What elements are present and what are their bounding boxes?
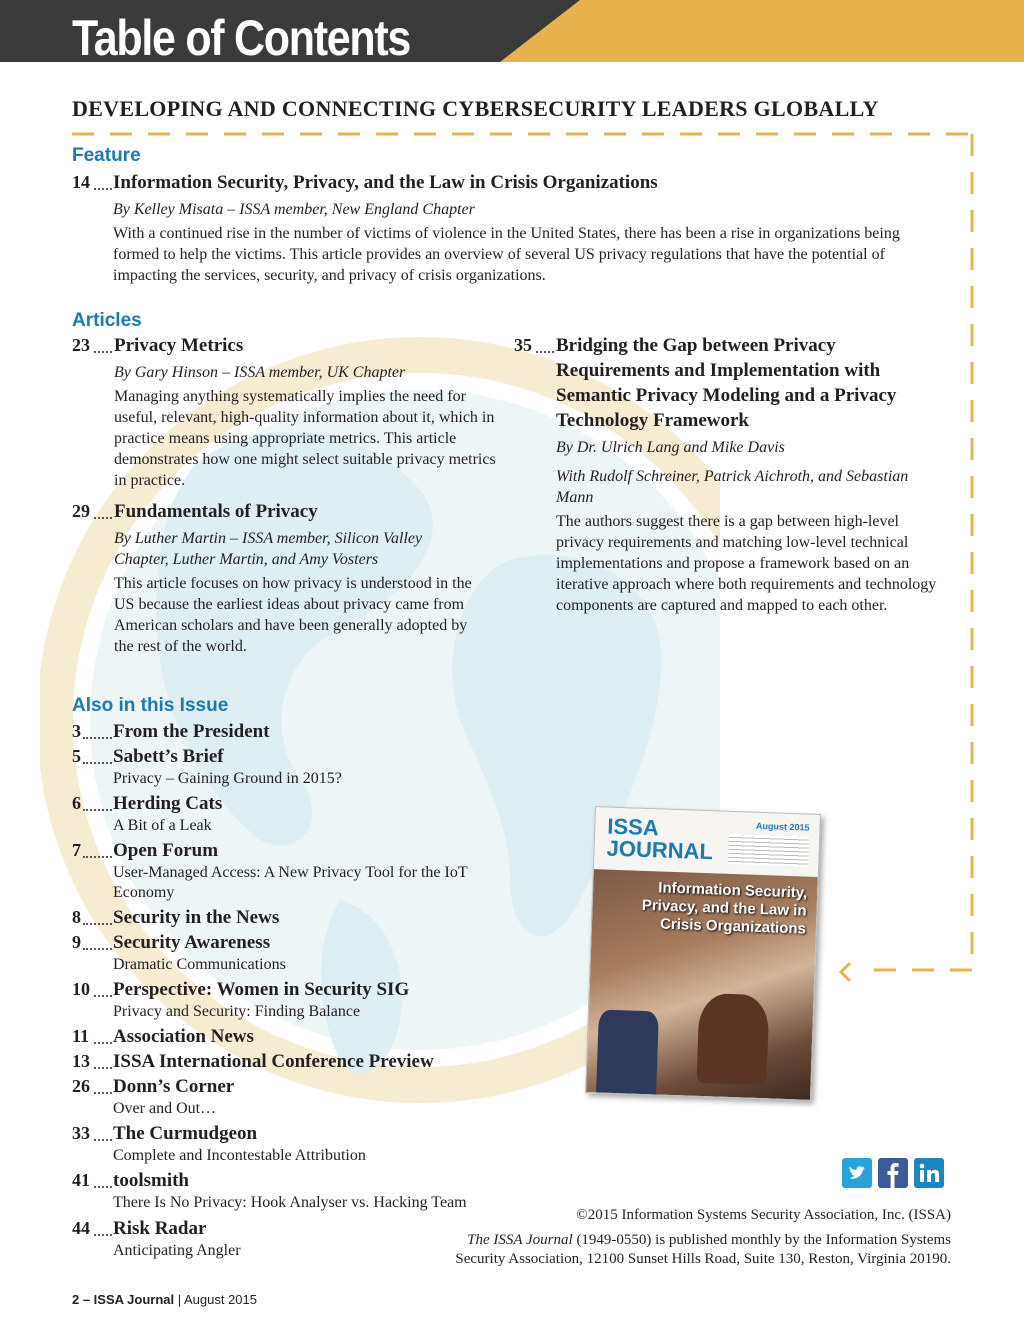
list-item-subtitle: Complete and Incontestable Attribution bbox=[113, 1147, 366, 1164]
header-banner-gold bbox=[500, 0, 1024, 62]
article-title[interactable]: Privacy Metrics bbox=[114, 335, 244, 356]
list-item-title[interactable]: Security in the News bbox=[113, 907, 280, 928]
page-title: Table of Contents bbox=[72, 10, 410, 66]
page-number: 10 bbox=[72, 979, 90, 999]
cover-masthead bbox=[594, 807, 820, 877]
leader-dots bbox=[83, 737, 112, 739]
list-item-subtitle: Over and Out… bbox=[113, 1100, 217, 1117]
article-byline: By Dr. Ulrich Lang and Mike Davis bbox=[556, 439, 785, 456]
leader-dots bbox=[94, 1139, 112, 1141]
article-summary: The authors suggest there is a gap between high-level privacy requirements and matching low-level technical implementations and propose a framework based on an iterative approach where both requirements and technology components are captured and mapped to each other. bbox=[556, 513, 937, 614]
section-heading-also: Also in this Issue bbox=[72, 695, 229, 716]
list-item-title[interactable]: Donn’s Corner bbox=[113, 1076, 235, 1097]
list-item-subtitle: User-Managed Access: A New Privacy Tool for the IoT bbox=[113, 864, 468, 881]
leader-dots bbox=[94, 188, 112, 190]
leader-dots bbox=[94, 517, 112, 519]
article-title[interactable]: Fundamentals of Privacy bbox=[114, 501, 318, 522]
article-byline: By Gary Hinson – ISSA member, UK Chapter bbox=[114, 364, 406, 381]
arrow-left-icon bbox=[836, 960, 856, 984]
page-number: 3 bbox=[72, 721, 81, 741]
leader-dots bbox=[83, 948, 112, 950]
cover-photo-figure bbox=[596, 1009, 659, 1094]
page-number: 33 bbox=[72, 1123, 90, 1143]
facebook-icon[interactable] bbox=[878, 1158, 908, 1188]
page-number: 14 bbox=[72, 172, 90, 192]
article-summary: Managing anything systematically implies the need for useful, relevant, high-quality information about it, which in practice means using appropriate metrics. This article demonstrates how one might select suitable privacy metrics in practice. bbox=[114, 388, 496, 489]
journal-name: The ISSA Journal bbox=[467, 1232, 573, 1248]
twitter-icon[interactable] bbox=[842, 1158, 872, 1188]
footer-issue-date: | August 2015 bbox=[174, 1292, 257, 1307]
page-number: 13 bbox=[72, 1051, 90, 1071]
leader-dots bbox=[83, 856, 112, 858]
footer-page-label: 2 – ISSA Journal bbox=[72, 1292, 175, 1307]
page-number: 41 bbox=[72, 1170, 90, 1190]
feature-summary: With a continued rise in the number of victims of violence in the United States, there has been a rise in organizations being formed to help the victims. This article provides an overview of several US privacy regulations that have the potential of impacting the services, security, and privacy of crisis organizations. bbox=[113, 225, 900, 284]
page-number: 23 bbox=[72, 335, 90, 355]
page-number: 29 bbox=[72, 501, 90, 521]
article-title[interactable]: Bridging the Gap between Privacy Requirements and Implementation with Semantic Privacy Modeling and a Privacy Technology Framework bbox=[556, 335, 897, 431]
cover-headline: Information Security, Privacy, and the Law in Crisis Organizations bbox=[641, 879, 808, 938]
cover-photo-figure bbox=[696, 993, 769, 1085]
list-item-title[interactable]: Risk Radar bbox=[113, 1218, 207, 1239]
list-item-title[interactable]: The Curmudgeon bbox=[113, 1123, 258, 1144]
list-item-subtitle: Anticipating Angler bbox=[113, 1242, 241, 1259]
leader-dots bbox=[94, 995, 112, 997]
list-item-title[interactable]: Herding Cats bbox=[113, 793, 223, 814]
leader-dots bbox=[94, 351, 112, 353]
section-heading-articles: Articles bbox=[72, 310, 142, 331]
article-summary: This article focuses on how privacy is understood in the US because the earliest ideas about privacy came from American scholars and have been generally adopted by the rest of the world. bbox=[114, 575, 472, 655]
leader-dots bbox=[94, 1092, 112, 1094]
leader-dots bbox=[83, 762, 112, 764]
list-item-title[interactable]: Association News bbox=[113, 1026, 254, 1047]
linkedin-icon[interactable] bbox=[914, 1158, 944, 1188]
list-item-subtitle: Privacy and Security: Finding Balance bbox=[113, 1003, 361, 1020]
list-item-title[interactable]: Security Awareness bbox=[113, 932, 271, 953]
leader-dots bbox=[94, 1186, 112, 1188]
cover-issue: August 2015 bbox=[755, 820, 810, 833]
list-item-subtitle: A Bit of a Leak bbox=[113, 817, 212, 834]
article-byline: By Luther Martin – ISSA member, Silicon Valley Chapter, Luther Martin, and Amy Vosters bbox=[114, 530, 423, 568]
article-byline-secondary: With Rudolf Schreiner, Patrick Aichroth, and Sebastian Mann bbox=[556, 468, 909, 506]
page-number: 6 bbox=[72, 793, 81, 813]
leader-dots bbox=[536, 351, 554, 353]
page-number: 5 bbox=[72, 746, 81, 766]
page-number: 8 bbox=[72, 907, 81, 927]
page-number: 35 bbox=[514, 335, 532, 355]
feature-title[interactable]: Information Security, Privacy, and the Law in Crisis Organizations bbox=[113, 172, 658, 193]
list-item-subtitle-cont: Economy bbox=[113, 884, 175, 901]
page-number: 11 bbox=[72, 1026, 90, 1046]
list-item-subtitle: There Is No Privacy: Hook Analyser vs. Hacking Team bbox=[113, 1194, 467, 1211]
journal-cover-image[interactable] bbox=[585, 806, 821, 1101]
page-number: 26 bbox=[72, 1076, 90, 1096]
publication-note bbox=[467, 1230, 951, 1250]
copyright-line: ©2015 Information Systems Security Association, Inc. (ISSA) bbox=[576, 1207, 951, 1223]
tagline: DEVELOPING AND CONNECTING CYBERSECURITY LEADERS GLOBALLY bbox=[72, 96, 879, 121]
list-item-subtitle: Dramatic Communications bbox=[113, 956, 286, 973]
publication-note-text: (1949-0550) is published monthly by the Information Systems bbox=[572, 1232, 951, 1248]
list-item-subtitle: Privacy – Gaining Ground in 2015? bbox=[113, 770, 342, 787]
leader-dots bbox=[94, 1234, 112, 1236]
list-item-title[interactable]: ISSA International Conference Preview bbox=[113, 1051, 434, 1072]
list-item-title[interactable]: Open Forum bbox=[113, 840, 219, 861]
section-heading-feature: Feature bbox=[72, 145, 141, 166]
page-number: 9 bbox=[72, 932, 81, 952]
leader-dots bbox=[94, 1042, 112, 1044]
cover-logo: ISSA JOURNAL bbox=[606, 813, 714, 865]
page-footer bbox=[72, 1292, 257, 1307]
page-number: 44 bbox=[72, 1218, 90, 1238]
leader-dots bbox=[83, 923, 112, 925]
list-item-title[interactable]: Sabett’s Brief bbox=[113, 746, 224, 767]
leader-dots bbox=[83, 809, 112, 811]
list-item-title[interactable]: From the President bbox=[113, 721, 270, 742]
feature-byline: By Kelley Misata – ISSA member, New England Chapter bbox=[113, 201, 475, 218]
cover-contents-lines bbox=[728, 834, 809, 867]
list-item-title[interactable]: Perspective: Women in Security SIG bbox=[113, 979, 410, 1000]
leader-dots bbox=[94, 1067, 112, 1069]
list-item-title[interactable]: toolsmith bbox=[113, 1170, 189, 1191]
page-number: 7 bbox=[72, 840, 81, 860]
address-line: Security Association, 12100 Sunset Hills Road, Suite 130, Reston, Virginia 20190. bbox=[455, 1251, 951, 1267]
